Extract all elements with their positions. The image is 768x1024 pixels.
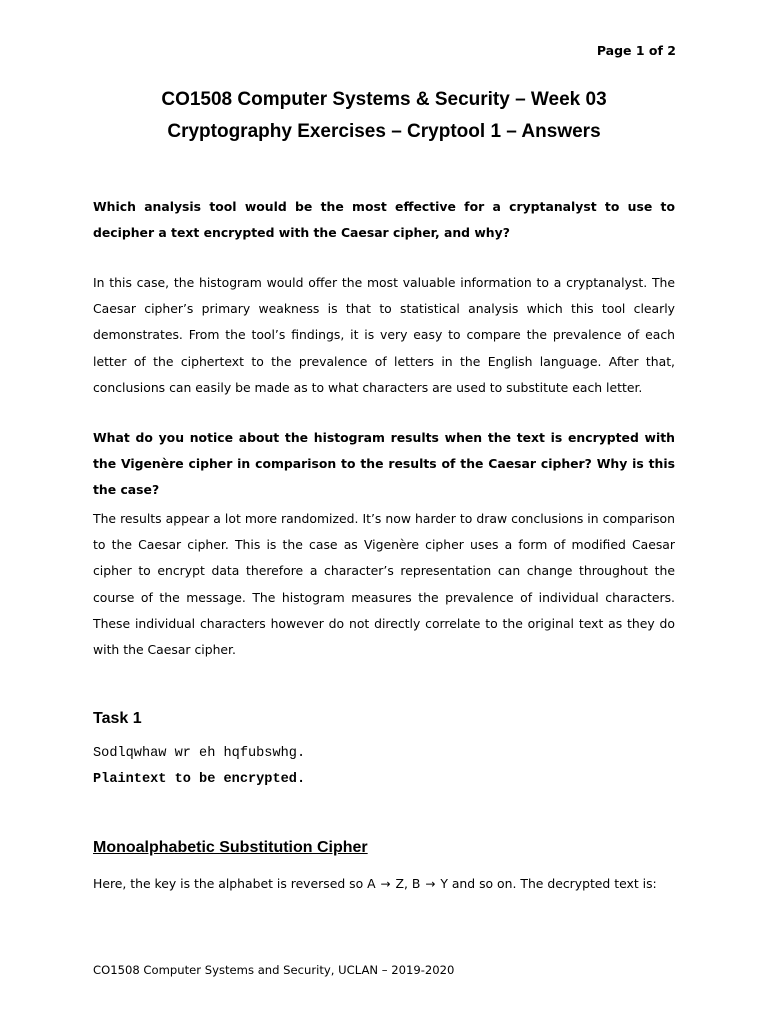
monoalphabetic-heading: Monoalphabetic Substitution Cipher bbox=[93, 839, 368, 856]
answer-1: In this case, the histogram would offer the most valuable information to a cryptanalyst. The Caesar cipher’s primary weakness is that to statistical analysis which this tool clearly demonstrates. From the tool’s findings, it is very easy to compare the prevalence of each letter of the ciphertext to the prevalence of letters in the English language. After that, conclusions can easily be made as to what characters are used to substitute each letter. bbox=[93, 275, 675, 395]
question-2: What do you notice about the histogram results when the text is encrypted with the Vigenère cipher in comparison to the results of the Caesar cipher? Why is this the case? bbox=[93, 430, 675, 498]
mono-text-part3: Y and so on. The decrypted text is: bbox=[436, 876, 657, 891]
page-footer: CO1508 Computer Systems and Security, UCLAN – 2019-2020 bbox=[93, 963, 455, 977]
mono-text-part1: Here, the key is the alphabet is reversed so A bbox=[93, 876, 380, 891]
monoalphabetic-description bbox=[93, 871, 675, 897]
answer-2: The results appear a lot more randomized. It’s now harder to draw conclusions in comparison to the Caesar cipher. This is the case as Vigenère cipher uses a form of modified Caesar cipher to encrypt data therefore a character’s representation can change throughout the course of the message. The histogram measures the prevalence of individual characters. These individual characters however do not directly correlate to the original text as they do with the Caesar cipher. bbox=[93, 511, 675, 658]
question-1: Which analysis tool would be the most effective for a cryptanalyst to use to decipher a text encrypted with the Caesar cipher, and why? bbox=[93, 199, 675, 241]
task1-heading: Task 1 bbox=[93, 710, 142, 727]
right-arrow-icon: → bbox=[425, 877, 436, 891]
task1-ciphertext: Sodlqwhaw wr eh hqfubswhg. bbox=[93, 746, 306, 761]
right-arrow-icon: → bbox=[380, 877, 391, 891]
document-subtitle: Cryptography Exercises – Cryptool 1 – Answers bbox=[167, 121, 601, 142]
mono-text-part2: Z, B bbox=[391, 876, 425, 891]
task1-plaintext: Plaintext to be encrypted. bbox=[93, 772, 306, 787]
page-number: Page 1 of 2 bbox=[596, 43, 676, 58]
document-title: CO1508 Computer Systems & Security – Week 03 bbox=[161, 89, 607, 110]
